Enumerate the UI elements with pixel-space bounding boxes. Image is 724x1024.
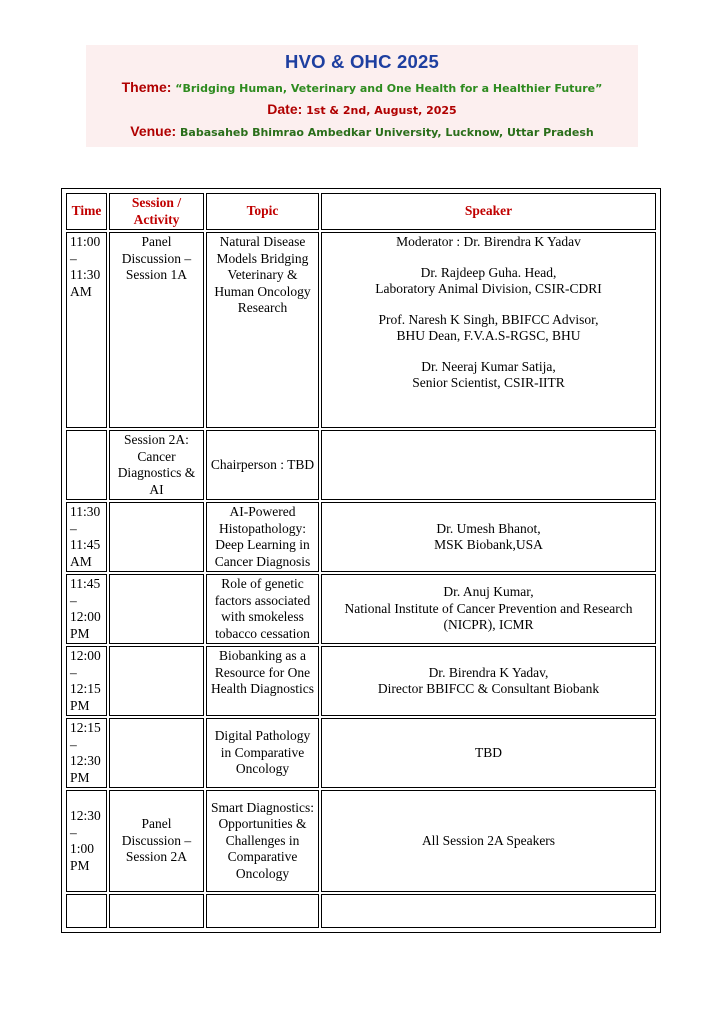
table-row (66, 894, 656, 928)
speaker-cell (321, 232, 656, 428)
topic-cell: Smart Diagnostics: Opportunities & Challenges in Comparative Oncology (206, 790, 319, 892)
event-header (86, 45, 638, 147)
speaker-name: Dr. Umesh Bhanot, (436, 520, 541, 536)
session-cell (109, 894, 204, 928)
session-cell: Panel Discussion – Session 2A (109, 790, 204, 892)
session-cell: Session 2A: Cancer Diagnostics & AI (109, 430, 204, 500)
time-cell: 11:30 – 11:45 AM (66, 502, 107, 572)
topic-cell: Natural Disease Models Bridging Veterinary & Human Oncology Research (206, 232, 319, 428)
speaker-affiliation: Director BBIFCC & Consultant Biobank (377, 681, 600, 696)
col-header-time: Time (66, 193, 107, 230)
col-header-session: Session / Activity (109, 193, 204, 230)
speaker-cell (321, 502, 656, 572)
table-row (66, 574, 656, 644)
table-row (66, 502, 656, 572)
topic-cell: Role of genetic factors associated with smokeless tobacco cessation (206, 574, 319, 644)
venue-label: Venue: (130, 123, 177, 139)
col-header-topic: Topic (206, 193, 319, 230)
speaker-affiliation: MSK Biobank,USA (434, 537, 543, 552)
speaker-affiliation: BHU Dean, F.V.A.S-RGSC, BHU (396, 328, 581, 343)
table-row (66, 646, 656, 716)
venue-line (86, 123, 638, 139)
time-cell: 11:45 – 12:00 PM (66, 574, 107, 644)
speaker-cell (321, 574, 656, 644)
topic-cell: AI-Powered Histopathology: Deep Learning in Cancer Diagnosis (206, 502, 319, 572)
speaker-affiliation: National Institute of Cancer Prevention and Research (NICPR), ICMR (344, 600, 633, 633)
date-value: 1st & 2nd, August, 2025 (306, 104, 457, 117)
table-row (66, 430, 656, 500)
speaker-entry (324, 265, 653, 298)
time-cell (66, 894, 107, 928)
topic-cell: Biobanking as a Resource for One Health Diagnostics (206, 646, 319, 716)
venue-value: Babasaheb Bhimrao Ambedkar University, Lucknow, Uttar Pradesh (180, 126, 594, 139)
speaker-cell: TBD (321, 718, 656, 788)
speaker-name: Dr. Birendra K Yadav, (428, 664, 549, 680)
speaker-entry (324, 359, 653, 392)
topic-cell (206, 894, 319, 928)
speaker-name: Dr. Rajdeep Guha. Head, (420, 264, 557, 280)
event-title: HVO & OHC 2025 (285, 51, 439, 72)
col-header-speaker: Speaker (321, 193, 656, 230)
speaker-cell (321, 430, 656, 500)
table-header-row (66, 193, 656, 230)
date-label: Date: (267, 101, 303, 117)
session-cell (109, 646, 204, 716)
theme-label: Theme: (121, 79, 172, 95)
schedule-table (64, 191, 658, 930)
speaker-entry (324, 312, 653, 345)
speaker-affiliation: Senior Scientist, CSIR-IITR (412, 375, 565, 390)
time-cell (66, 430, 107, 500)
speaker-moderator: Moderator : Dr. Birendra K Yadav (396, 234, 581, 249)
session-cell: Panel Discussion – Session 1A (109, 232, 204, 428)
speaker-name: Dr. Anuj Kumar, (443, 584, 534, 600)
speaker-affiliation: Laboratory Animal Division, CSIR-CDRI (375, 281, 602, 296)
time-cell: 11:00 – 11:30 AM (66, 232, 107, 428)
speaker-cell: All Session 2A Speakers (321, 790, 656, 892)
theme-value: “Bridging Human, Veterinary and One Health for a Healthier Future” (175, 82, 603, 95)
time-cell: 12:15 – 12:30 PM (66, 718, 107, 788)
time-cell: 12:30 – 1:00 PM (66, 790, 107, 892)
table-row (66, 232, 656, 428)
theme-line (86, 79, 638, 95)
table-row (66, 790, 656, 892)
speaker-name: Prof. Naresh K Singh, BBIFCC Advisor, (378, 311, 599, 327)
speaker-cell (321, 894, 656, 928)
topic-cell: Chairperson : TBD (206, 430, 319, 500)
session-cell (109, 574, 204, 644)
session-cell (109, 502, 204, 572)
table-row (66, 718, 656, 788)
date-line (86, 101, 638, 117)
topic-cell: Digital Pathology in Comparative Oncology (206, 718, 319, 788)
schedule-table-frame (61, 188, 661, 933)
session-cell (109, 718, 204, 788)
speaker-name: Dr. Neeraj Kumar Satija, (421, 358, 556, 374)
time-cell: 12:00 – 12:15 PM (66, 646, 107, 716)
speaker-cell (321, 646, 656, 716)
